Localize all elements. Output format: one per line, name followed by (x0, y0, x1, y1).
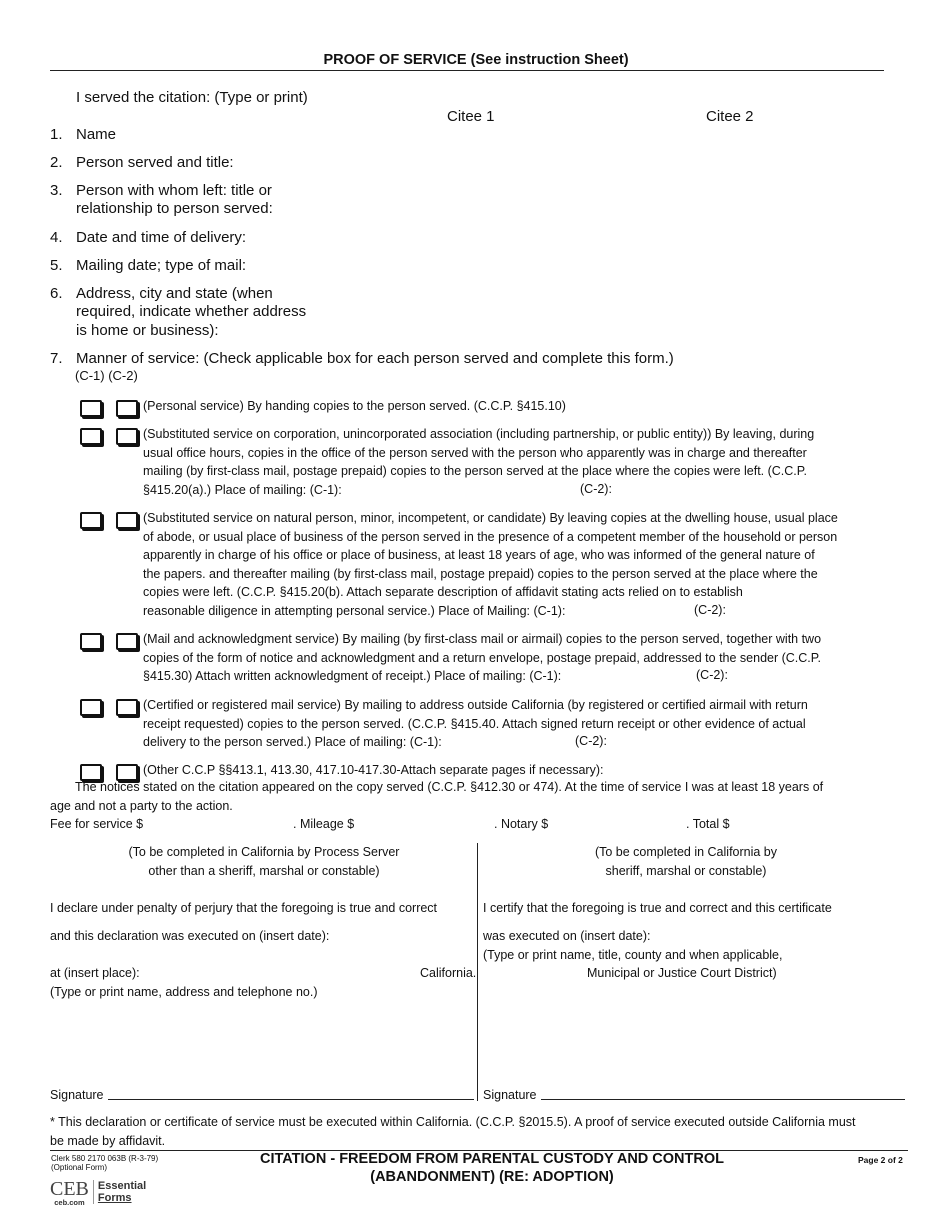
certify-executed: was executed on (insert date): (483, 929, 651, 943)
item-label: Person with whom left: title or (76, 182, 272, 199)
left-type-print: (Type or print name, address and telephone no.) (50, 985, 318, 999)
item-label: Mailing date; type of mail: (76, 257, 247, 274)
checkbox-c1[interactable] (80, 699, 102, 716)
checkbox-c1[interactable] (80, 428, 102, 445)
service-description (143, 397, 566, 416)
notary-label: . Notary $ (494, 817, 549, 831)
right-signature-label: Signature (483, 1088, 537, 1102)
service-line: receipt requested) copies to the person served. (C.C.P. §415.40. Attach signed return receipt or other evidence of actual (143, 716, 806, 731)
item-number: 2. (50, 154, 63, 171)
column-citee-2: Citee 2 (706, 108, 754, 125)
c2-place-label: (C-2): (696, 668, 728, 683)
total-label: . Total $ (686, 817, 730, 831)
service-description (143, 509, 838, 621)
footnote-1: * This declaration or certificate of service must be executed within California. (C.C.P. §2015.5). A proof of service executed outside California must (50, 1115, 856, 1129)
right-type-print-2: Municipal or Justice Court District) (587, 966, 777, 980)
service-line: (Certified or registered mail service) By mailing to address outside California (by registered or certified airmail with return (143, 698, 808, 712)
notices-line-1: The notices stated on the citation appeared on the copy served (C.C.P. §412.30 or 474). At the time of service I was at least 18 years of (75, 780, 824, 794)
item-label: Person served and title: (76, 154, 234, 171)
item-number: 3. (50, 182, 63, 199)
item-label: Address, city and state (when (76, 285, 273, 302)
certify-text: I certify that the foregoing is true and correct and this certificate (483, 901, 832, 915)
checkbox-c1[interactable] (80, 764, 102, 781)
service-line: (Substituted service on corporation, unincorporated association (including partnership, or public entity)) By leaving, during (143, 427, 815, 441)
ceb-logo (50, 1180, 146, 1207)
service-line: delivery to the person served.) Place of mailing: (C-1): (143, 735, 442, 750)
mileage-label: . Mileage $ (293, 817, 355, 831)
service-line: §415.30) Attach written acknowledgment of receipt.) Place of mailing: (C-1): (143, 669, 562, 684)
service-description (143, 761, 603, 780)
page-title: PROOF OF SERVICE (See instruction Sheet) (323, 52, 629, 68)
item-label: Name (76, 126, 117, 143)
column-divider (477, 843, 478, 1101)
divider (50, 70, 884, 71)
item-number: 5. (50, 257, 63, 274)
service-line: (Other C.C.P §§413.1, 413.30, 417.10-417.30-Attach separate pages if necessary): (143, 763, 604, 777)
logo-essential: Essential (97, 1180, 147, 1192)
left-signature-label: Signature (50, 1088, 104, 1102)
declare-executed: and this declaration was executed on (insert date): (50, 929, 330, 943)
item-label: Manner of service: (Check applicable box for each person served and complete this form.) (76, 350, 674, 367)
checkbox-c1[interactable] (80, 400, 102, 417)
item-number: 4. (50, 229, 63, 246)
service-line: the papers. and thereafter mailing (by first-class mail, postage prepaid) copies to the person served at the place where the (143, 566, 818, 581)
service-line: of abode, or usual place of business of the person served in the presence of a competent member of the household or person (143, 529, 838, 544)
item-label: Date and time of delivery: (76, 229, 247, 246)
right-note-2: sheriff, marshal or constable) (605, 864, 767, 878)
checkbox-c2[interactable] (116, 633, 138, 650)
logo-url: ceb.com (54, 1198, 85, 1207)
service-line: usual office hours, copies in the office of the person served with the person who apparently was in charge and thereafter (143, 445, 807, 460)
checkbox-c2[interactable] (116, 400, 138, 417)
service-description (143, 425, 814, 499)
checkbox-c1[interactable] (80, 633, 102, 650)
intro-text: I served the citation: (Type or print) (76, 89, 308, 106)
service-line: (Personal service) By handing copies to the person served. (C.C.P. §415.10) (143, 399, 566, 413)
box-headers: (C-1) (C-2) (75, 368, 138, 383)
service-line: reasonable diligence in attempting personal service.) Place of Mailing: (C-1): (143, 603, 566, 618)
notices-line-2: age and not a party to the action. (50, 799, 233, 813)
c2-place-label: (C-2): (694, 603, 726, 617)
item-label: relationship to person served: (76, 200, 273, 218)
logo-forms: Forms (97, 1192, 132, 1204)
c2-place-label: (C-2): (580, 481, 612, 496)
right-type-print-1: (Type or print name, title, county and when applicable, (483, 948, 783, 962)
service-line: mailing (by first-class mail, postage prepaid) copies to the person served at the place where the copies were left. (C.C.P. (143, 464, 807, 479)
item-number: 1. (50, 126, 63, 143)
right-signature-line[interactable] (541, 1099, 905, 1100)
footer-title-2: (ABANDONMENT) (RE: ADOPTION) (370, 1169, 614, 1185)
service-line: (Substituted service on natural person, minor, incompetent, or candidate) By leaving copies at the dwelling house, usual place (143, 511, 838, 525)
page-number: Page 2 of 2 (858, 1155, 903, 1165)
left-signature-line[interactable] (108, 1099, 474, 1100)
c2-place-label: (C-2): (575, 734, 607, 749)
checkbox-c2[interactable] (116, 512, 138, 529)
service-description (143, 696, 808, 752)
optional-form: (Optional Form) (51, 1163, 108, 1172)
checkbox-c1[interactable] (80, 512, 102, 529)
service-line: §415.20(a).) Place of mailing: (C-1): (143, 482, 342, 497)
left-note-2: other than a sheriff, marshal or constable) (148, 864, 380, 878)
item-number: 7. (50, 350, 63, 367)
fee-label: Fee for service $ (50, 817, 144, 831)
footnote-2: be made by affidavit. (50, 1134, 166, 1148)
footer-title-1: CITATION - FREEDOM FROM PARENTAL CUSTODY AND CONTROL (260, 1151, 724, 1167)
column-citee-1: Citee 1 (447, 108, 495, 125)
service-line: copies of the form of notice and acknowledgment and a return envelope, postage prepaid, addressed to the sender (C.C.P. (143, 650, 821, 665)
checkbox-c2[interactable] (116, 764, 138, 781)
checkbox-c2[interactable] (116, 699, 138, 716)
service-line: copies were left. (C.C.P. §415.20(b). Attach separate description of affidavit stating acts relied on to establish (143, 585, 743, 600)
declare-text: I declare under penalty of perjury that the foregoing is true and correct (50, 901, 438, 915)
logo-ceb: CEB (50, 1178, 89, 1200)
insert-place: at (insert place): (50, 966, 140, 980)
left-note-1: (To be completed in California by Process Server (128, 845, 400, 859)
item-label: is home or business): (76, 321, 219, 339)
item-number: 6. (50, 285, 63, 302)
item-label: required, indicate whether address (76, 303, 307, 321)
checkbox-c2[interactable] (116, 428, 138, 445)
service-line: (Mail and acknowledgment service) By mailing (by first-class mail or airmail) copies to the person served, together with two (143, 632, 822, 646)
service-line: apparently in charge of his office or place of business, at least 18 years of age, who was informed of the general nature of (143, 548, 815, 563)
california-label: California. (420, 966, 477, 980)
right-note-1: (To be completed in California by (594, 845, 778, 859)
form-number: Clerk 580 2170 063B (R-3-79) (51, 1154, 159, 1163)
